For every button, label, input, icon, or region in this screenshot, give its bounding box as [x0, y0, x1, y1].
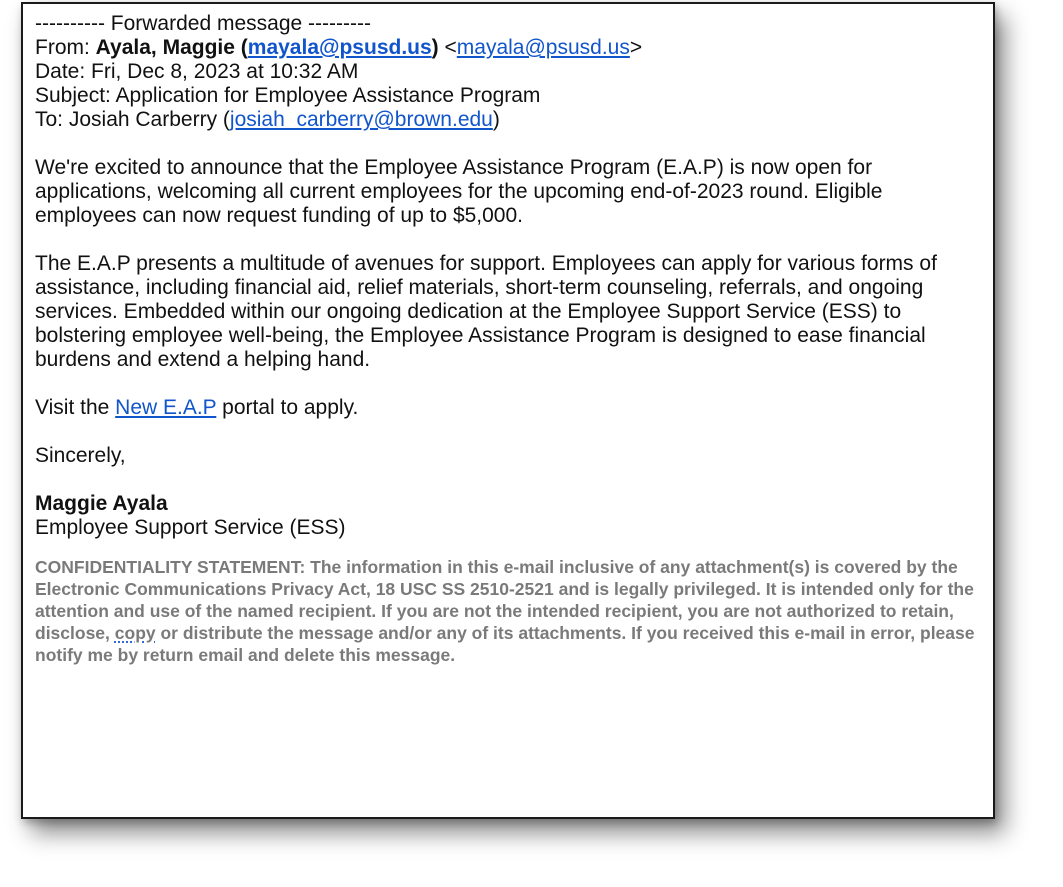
confidentiality-part-2: or distribute the message and/or any of its attachments. If you received this e-mail in error, please notify me by return email and delete this message.	[35, 623, 975, 665]
visit-suffix: portal to apply.	[216, 396, 359, 419]
copy-word: copy	[114, 623, 156, 643]
to-close: )	[492, 108, 500, 131]
paragraph-spacer	[35, 372, 981, 396]
from-open-paren: (	[234, 36, 248, 59]
paragraph-spacer	[35, 420, 981, 444]
body-paragraph-2: The E.A.P presents a multitude of avenues for support. Employees can apply for various forms of assistance, including financial aid, relief materials, short-term counseling, referrals, and ongoing services. Embedded within our ongoing dedication at the Employee Support Service (ESS) to bolstering employee well-being, the Employee Assistance Program is designed to ease financial burdens and extend a helping hand.	[35, 252, 937, 371]
sender-name-link[interactable]: mayala@psusd.us	[247, 36, 432, 59]
confidentiality-statement	[35, 556, 981, 666]
sender-address-link[interactable]: mayala@psusd.us	[456, 36, 630, 59]
subject-line: Subject: Application for Employee Assistance Program	[35, 84, 541, 107]
body-paragraph-1: We're excited to announce that the Employee Assistance Program (E.A.P) is now open for applications, welcoming all current employees for the upcoming end-of-2023 round. Eligible employees can now request funding of up to $5,000.	[35, 156, 883, 227]
new-eap-portal-link[interactable]: New E.A.P	[115, 396, 217, 419]
to-label: To: Josiah Carberry (	[35, 108, 230, 131]
from-close-paren: )	[431, 36, 439, 59]
from-gt: >	[629, 36, 643, 59]
to-line	[35, 108, 981, 132]
from-line	[35, 36, 981, 60]
date-line: Date: Fri, Dec 8, 2023 at 10:32 AM	[35, 60, 359, 83]
paragraph-spacer	[35, 468, 981, 492]
visit-line	[35, 396, 981, 420]
sender-name: Ayala, Maggie	[95, 36, 235, 59]
header-spacer	[35, 132, 981, 156]
email-card	[21, 2, 995, 819]
signature-name: Maggie Ayala	[35, 492, 168, 515]
closing-line: Sincerely,	[35, 444, 126, 467]
recipient-address-link[interactable]: josiah_carberry@brown.edu	[229, 108, 493, 131]
signature-department: Employee Support Service (ESS)	[35, 516, 346, 539]
forward-header: ---------- Forwarded message ---------	[35, 12, 371, 35]
paragraph-spacer	[35, 228, 981, 252]
visit-prefix: Visit the	[35, 396, 116, 419]
from-lt: <	[438, 36, 457, 59]
confidentiality-part-1: CONFIDENTIALITY STATEMENT: The information in this e-mail inclusive of any attachment(s) is covered by the Electronic Communications Privacy Act, 18 USC SS 2510-2521 and is legally privileged. It is intended only for the attention and use of the named recipient. If you are not the intended recipient, you are not authorized to retain, disclose,	[35, 557, 974, 643]
from-label: From:	[35, 36, 96, 59]
